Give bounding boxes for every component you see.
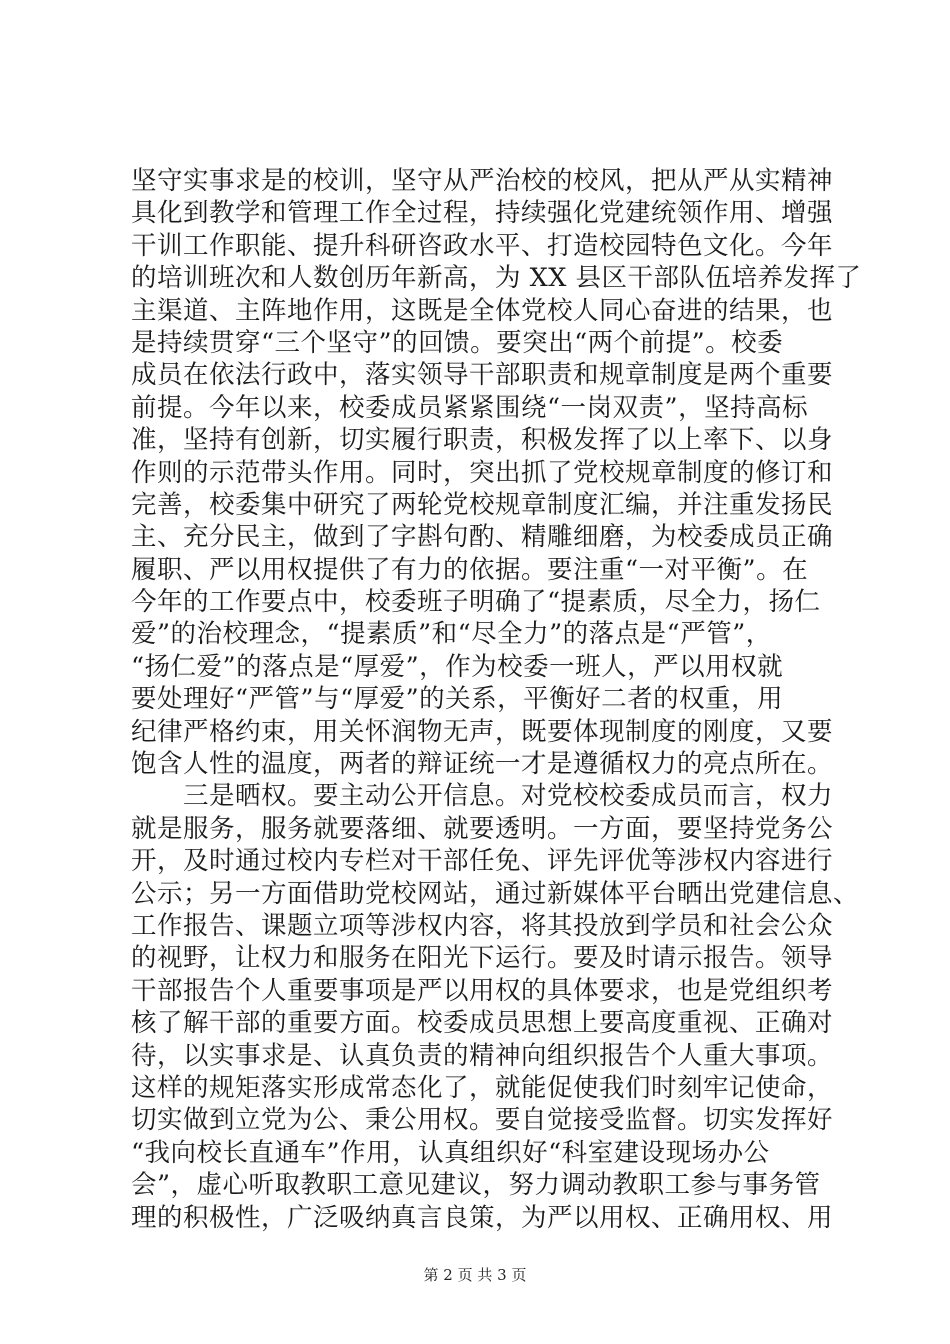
text-line: 这样的规矩落实形成常态化了，就能促使我们时刻牢记使命， xyxy=(131,1072,834,1103)
text-line: 就是服务，服务就要落细、就要透明。一方面，要坚持党务公 xyxy=(131,813,834,844)
text-line: 公示；另一方面借助党校网站，通过新媒体平台晒出党建信息、 xyxy=(131,878,860,909)
text-line: 是持续贯穿“三个坚守”的回馈。要突出“两个前提”。校委 xyxy=(131,327,784,358)
text-line: 会”，虚心听取教职工意见建议，努力调动教职工参与事务管 xyxy=(131,1170,821,1201)
text-line: 纪律严格约束，用关怀润物无声，既要体现制度的刚度，又要 xyxy=(131,716,834,747)
text-line: 主、充分民主，做到了字斟句酌、精雕细磨，为校委成员正确 xyxy=(131,522,834,553)
text-line: 要处理好“严管”与“厚爱”的关系，平衡好二者的权重，用 xyxy=(131,684,784,715)
text-line: 成员在依法行政中，落实领导干部职责和规章制度是两个重要 xyxy=(131,360,834,391)
text-line: 饱含人性的温度，两者的辩证统一才是遵循权力的亮点所在。 xyxy=(131,749,834,780)
text-line: 开，及时通过校内专栏对干部任免、评先评优等涉权内容进行 xyxy=(131,846,834,877)
text-line: 作则的示范带头作用。同时，突出抓了党校规章制度的修订和 xyxy=(131,457,834,488)
page-number-footer: 第 2 页 共 3 页 xyxy=(423,1266,527,1284)
text-line: “扬仁爱”的落点是“厚爱”，作为校委一班人，严以用权就 xyxy=(131,651,784,682)
text-line: 今年的工作要点中，校委班子明确了“提素质，尽全力，扬仁 xyxy=(131,587,821,618)
text-line: 坚守实事求是的校训，坚守从严治校的校风，把从严从实精神 xyxy=(131,166,834,196)
text-line: 前提。今年以来，校委成员紧紧围绕“一岗双责”，坚持高标 xyxy=(131,392,809,423)
text-line: 干部报告个人重要事项是严以用权的具体要求，也是党组织考 xyxy=(131,975,834,1006)
text-line: 主渠道、主阵地作用，这既是全体党校人同心奋进的结果，也 xyxy=(131,295,834,326)
text-line: 切实做到立党为公、秉公用权。要自觉接受监督。切实发挥好 xyxy=(131,1105,834,1136)
text-line: 工作报告、课题立项等涉权内容，将其投放到学员和社会公众 xyxy=(131,910,834,941)
text-line: 履职、严以用权提供了有力的依据。要注重“一对平衡”。在 xyxy=(131,554,809,585)
text-line: 待，以实事求是、认真负责的精神向组织报告个人重大事项。 xyxy=(131,1040,834,1071)
text-line: 理的积极性，广泛吸纳真言良策，为严以用权、正确用权、用 xyxy=(131,1202,834,1233)
text-line: 具化到教学和管理工作全过程，持续强化党建统领作用、增强 xyxy=(131,198,834,229)
text-line: 完善，校委集中研究了两轮党校规章制度汇编，并注重发扬民 xyxy=(131,489,834,520)
text-line: 爱”的治校理念，“提素质”和“尽全力”的落点是“严管”， xyxy=(131,619,772,650)
text-line: “我向校长直通车”作用，认真组织好“科室建设现场办公 xyxy=(131,1137,770,1168)
text-line: 准，坚持有创新，切实履行职责，积极发挥了以上率下、以身 xyxy=(131,425,834,456)
text-line: 的视野，让权力和服务在阳光下运行。要及时请示报告。领导 xyxy=(131,943,834,974)
text-line: 核了解干部的重要方面。校委成员思想上要高度重视、正确对 xyxy=(131,1008,834,1039)
paragraph-start-line: 三是晒权。要主动公开信息。对党校校委成员而言，权力 xyxy=(183,781,834,812)
body-text xyxy=(131,165,862,1234)
text-line: 的培训班次和人数创历年新高，为 XX 县区干部队伍培养发挥了 xyxy=(131,263,862,294)
text-line: 干训工作职能、提升科研咨政水平、打造校园特色文化。今年 xyxy=(131,230,834,261)
